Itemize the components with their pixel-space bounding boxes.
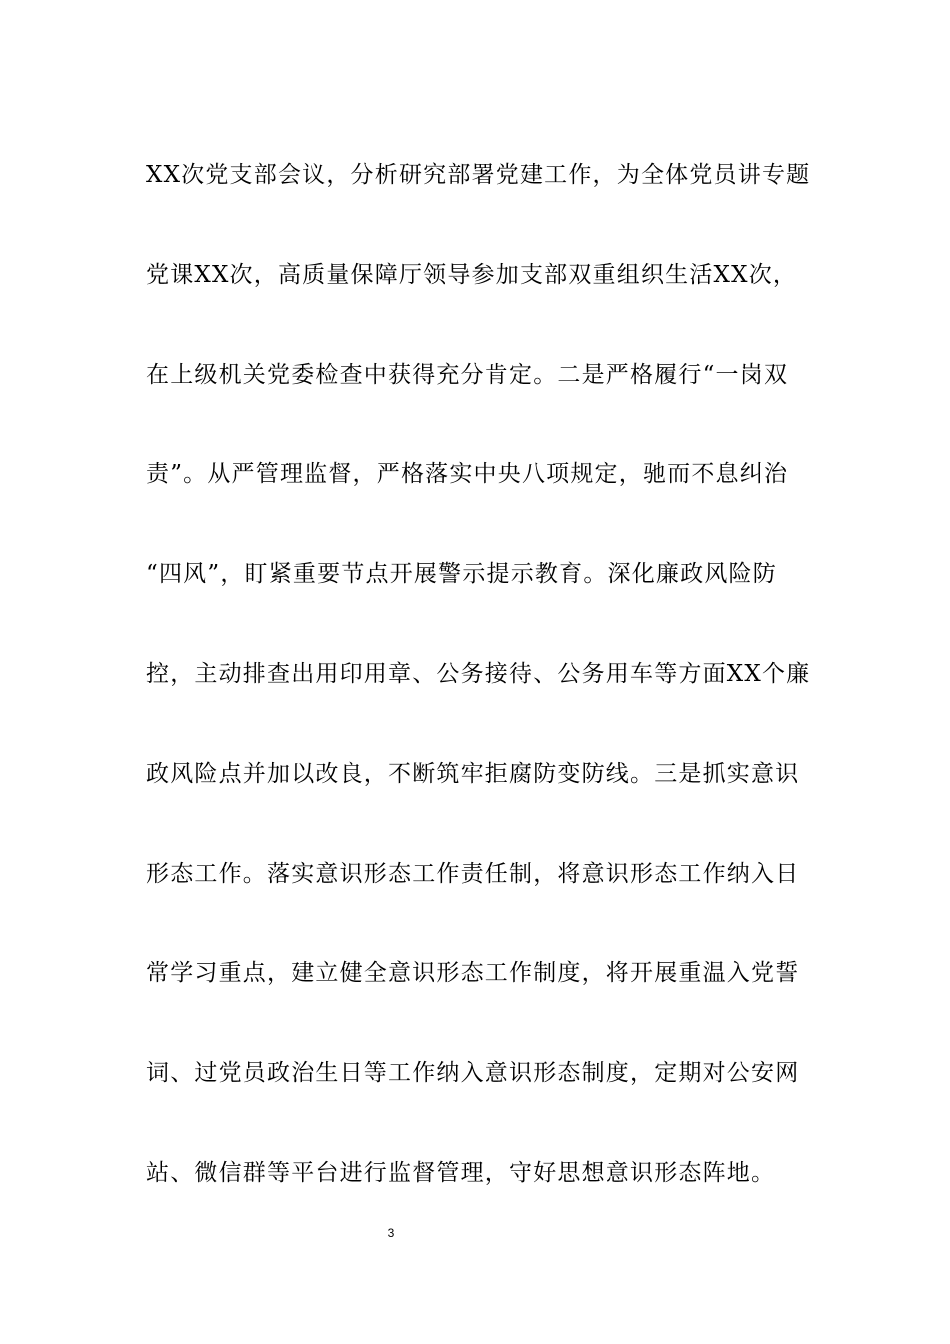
- text-line-9: 常学习重点，建立健全意识形态工作制度，将开展重温入党誓: [146, 960, 800, 987]
- text-line-6: 控，主动排查出用印用章、公务接待、公务用车等方面XX个廉: [146, 660, 811, 687]
- text-line-1: XX次党支部会议，分析研究部署党建工作，为全体党员讲专题: [146, 162, 811, 188]
- text-line-5: “四风”，盯紧重要节点开展警示提示教育。深化廉政风险防: [146, 561, 777, 588]
- text-line-10: 词、过党员政治生日等工作纳入意识形态制度，定期对公安网: [146, 1060, 800, 1087]
- text-line-11: 站、微信群等平台进行监督管理，守好思想意识形态阵地。: [146, 1159, 776, 1186]
- page-number: 3: [387, 1226, 395, 1240]
- text-line-2: 党课XX次，高质量保障厅领导参加支部双重组织生活XX次，: [146, 261, 798, 288]
- text-line-8: 形态工作。落实意识形态工作责任制，将意识形态工作纳入日: [146, 860, 800, 887]
- text-line-3: 在上级机关党委检查中获得充分肯定。二是严格履行“一岗双: [146, 361, 789, 388]
- text-line-7: 政风险点并加以改良，不断筑牢拒腐防变防线。三是抓实意识: [146, 760, 800, 787]
- text-line-4: 责”。从严管理监督，严格落实中央八项规定，驰而不息纠治: [146, 461, 789, 488]
- body-paragraph: [146, 126, 811, 1224]
